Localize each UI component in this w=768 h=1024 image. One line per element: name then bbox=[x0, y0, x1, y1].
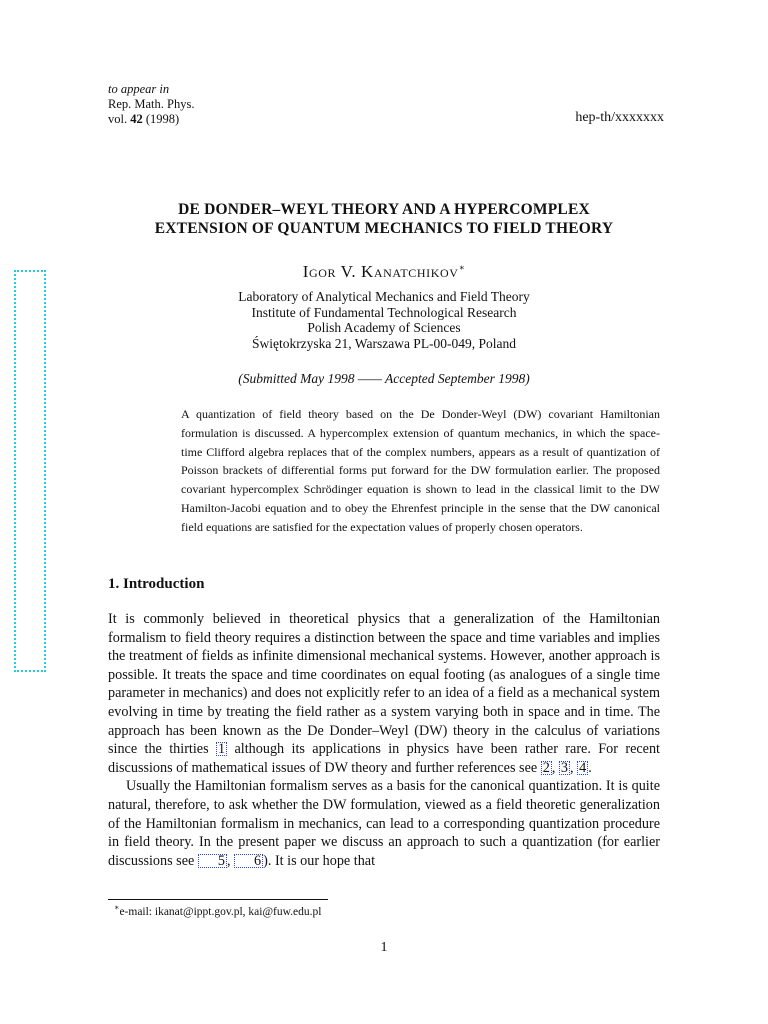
paragraph: Usually the Hamiltonian formalism serves as a basis for the canonical quantization. It is quite natural, therefore, to ask whether the DW formulation, viewed as a field theoretic generalization of the Hamiltonian formalism in mechanics, can lead to a corresponding quantization procedure in field theory. In the present paper we discuss an approach to such a quantization (for earlier discussions see 5 , 6 ). It is our hope that bbox=[108, 778, 660, 869]
citation-link[interactable]: 6 bbox=[234, 854, 263, 868]
body-text bbox=[108, 610, 660, 870]
citation-link[interactable]: 2 bbox=[542, 759, 550, 776]
appear-in-note: to appear in bbox=[108, 82, 170, 96]
journal-name: Rep. Math. Phys. bbox=[108, 97, 195, 111]
affiliation-line: Laboratory of Analytical Mechanics and Field Theory bbox=[238, 289, 530, 304]
title-line-2: EXTENSION OF QUANTUM MECHANICS TO FIELD THEORY bbox=[154, 220, 614, 237]
affiliation bbox=[0, 289, 768, 351]
arxiv-id: hep-th/xxxxxxx bbox=[575, 110, 664, 125]
affiliation-line: Polish Academy of Sciences bbox=[307, 320, 461, 335]
citation-link[interactable]: 5 bbox=[198, 854, 227, 868]
hyperlink-border[interactable] bbox=[14, 270, 46, 672]
footnote-rule bbox=[108, 899, 328, 900]
affiliation-line: Institute of Fundamental Technological Research bbox=[251, 304, 517, 320]
author-name: Igor V. Kanatchikov∗ bbox=[302, 262, 466, 281]
author-footnote-mark[interactable]: ∗ bbox=[458, 262, 466, 273]
submission-dates: (Submitted May 1998 —— Accepted September 1998) bbox=[238, 371, 530, 386]
page-number: 1 bbox=[380, 940, 388, 955]
citation-link[interactable]: 1 bbox=[218, 741, 226, 758]
paper-title bbox=[0, 200, 768, 238]
abstract: A quantization of field theory based on the De Donder-Weyl (DW) covariant Hamiltonian formulation is discussed. A hypercomplex extension of quantum mechanics, in which the space-time Clifford algebra replaces that of the complex numbers, appears as a result of quantization of Poisson brackets of differential forms put forward for the DW formulation earlier. The proposed covariant hypercomplex Schrödinger equation is shown to lead in the classical limit to the DW Hamilton-Jacobi equation and to obey the Ehrenfest principle in the sense that the DW canonical field equations are satisfied for the expectation values of properly chosen operators. bbox=[181, 407, 660, 534]
paragraph: It is commonly believed in theoretical physics that a generalization of the Hamiltonian formalism to field theory requires a distinction between the space and time variables and implies the treatment of fields as infinite dimensional mechanical systems. However, another approach is possible. It treats the space and time coordinates on equal footing (as analogues of a single time parameter in mechanics) and does not explicitly refer to an idea of a field as a mechanical system evolving in time by treating the field rather as a system varying both in space and in time. The approach has been known as the De Donder–Weyl (DW) theory in the calculus of variations since the thirties 1 although its applications in physics have been rather rare. For recent discussions of mathematical issues of DW theory and further references see 2 , 3 , 4 . bbox=[108, 611, 660, 776]
footnote: ∗e-mail: ikanat@ippt.gov.pl, kai@fuw.edu.pl bbox=[114, 903, 322, 918]
journal-volume: vol. 42 (1998) bbox=[108, 112, 180, 126]
title-line-1: DE DONDER–WEYL THEORY AND A HYPERCOMPLEX bbox=[178, 201, 590, 218]
volume-number: 42 bbox=[130, 112, 143, 126]
citation-link[interactable]: 3 bbox=[560, 759, 568, 776]
journal-header bbox=[108, 82, 194, 127]
affiliation-line: Świętokrzyska 21, Warszawa PL-00-049, Poland bbox=[251, 335, 517, 351]
footnote-mark: ∗ bbox=[114, 903, 120, 912]
section-heading: 1. Introduction bbox=[108, 576, 205, 592]
citation-link[interactable]: 4 bbox=[579, 759, 587, 776]
